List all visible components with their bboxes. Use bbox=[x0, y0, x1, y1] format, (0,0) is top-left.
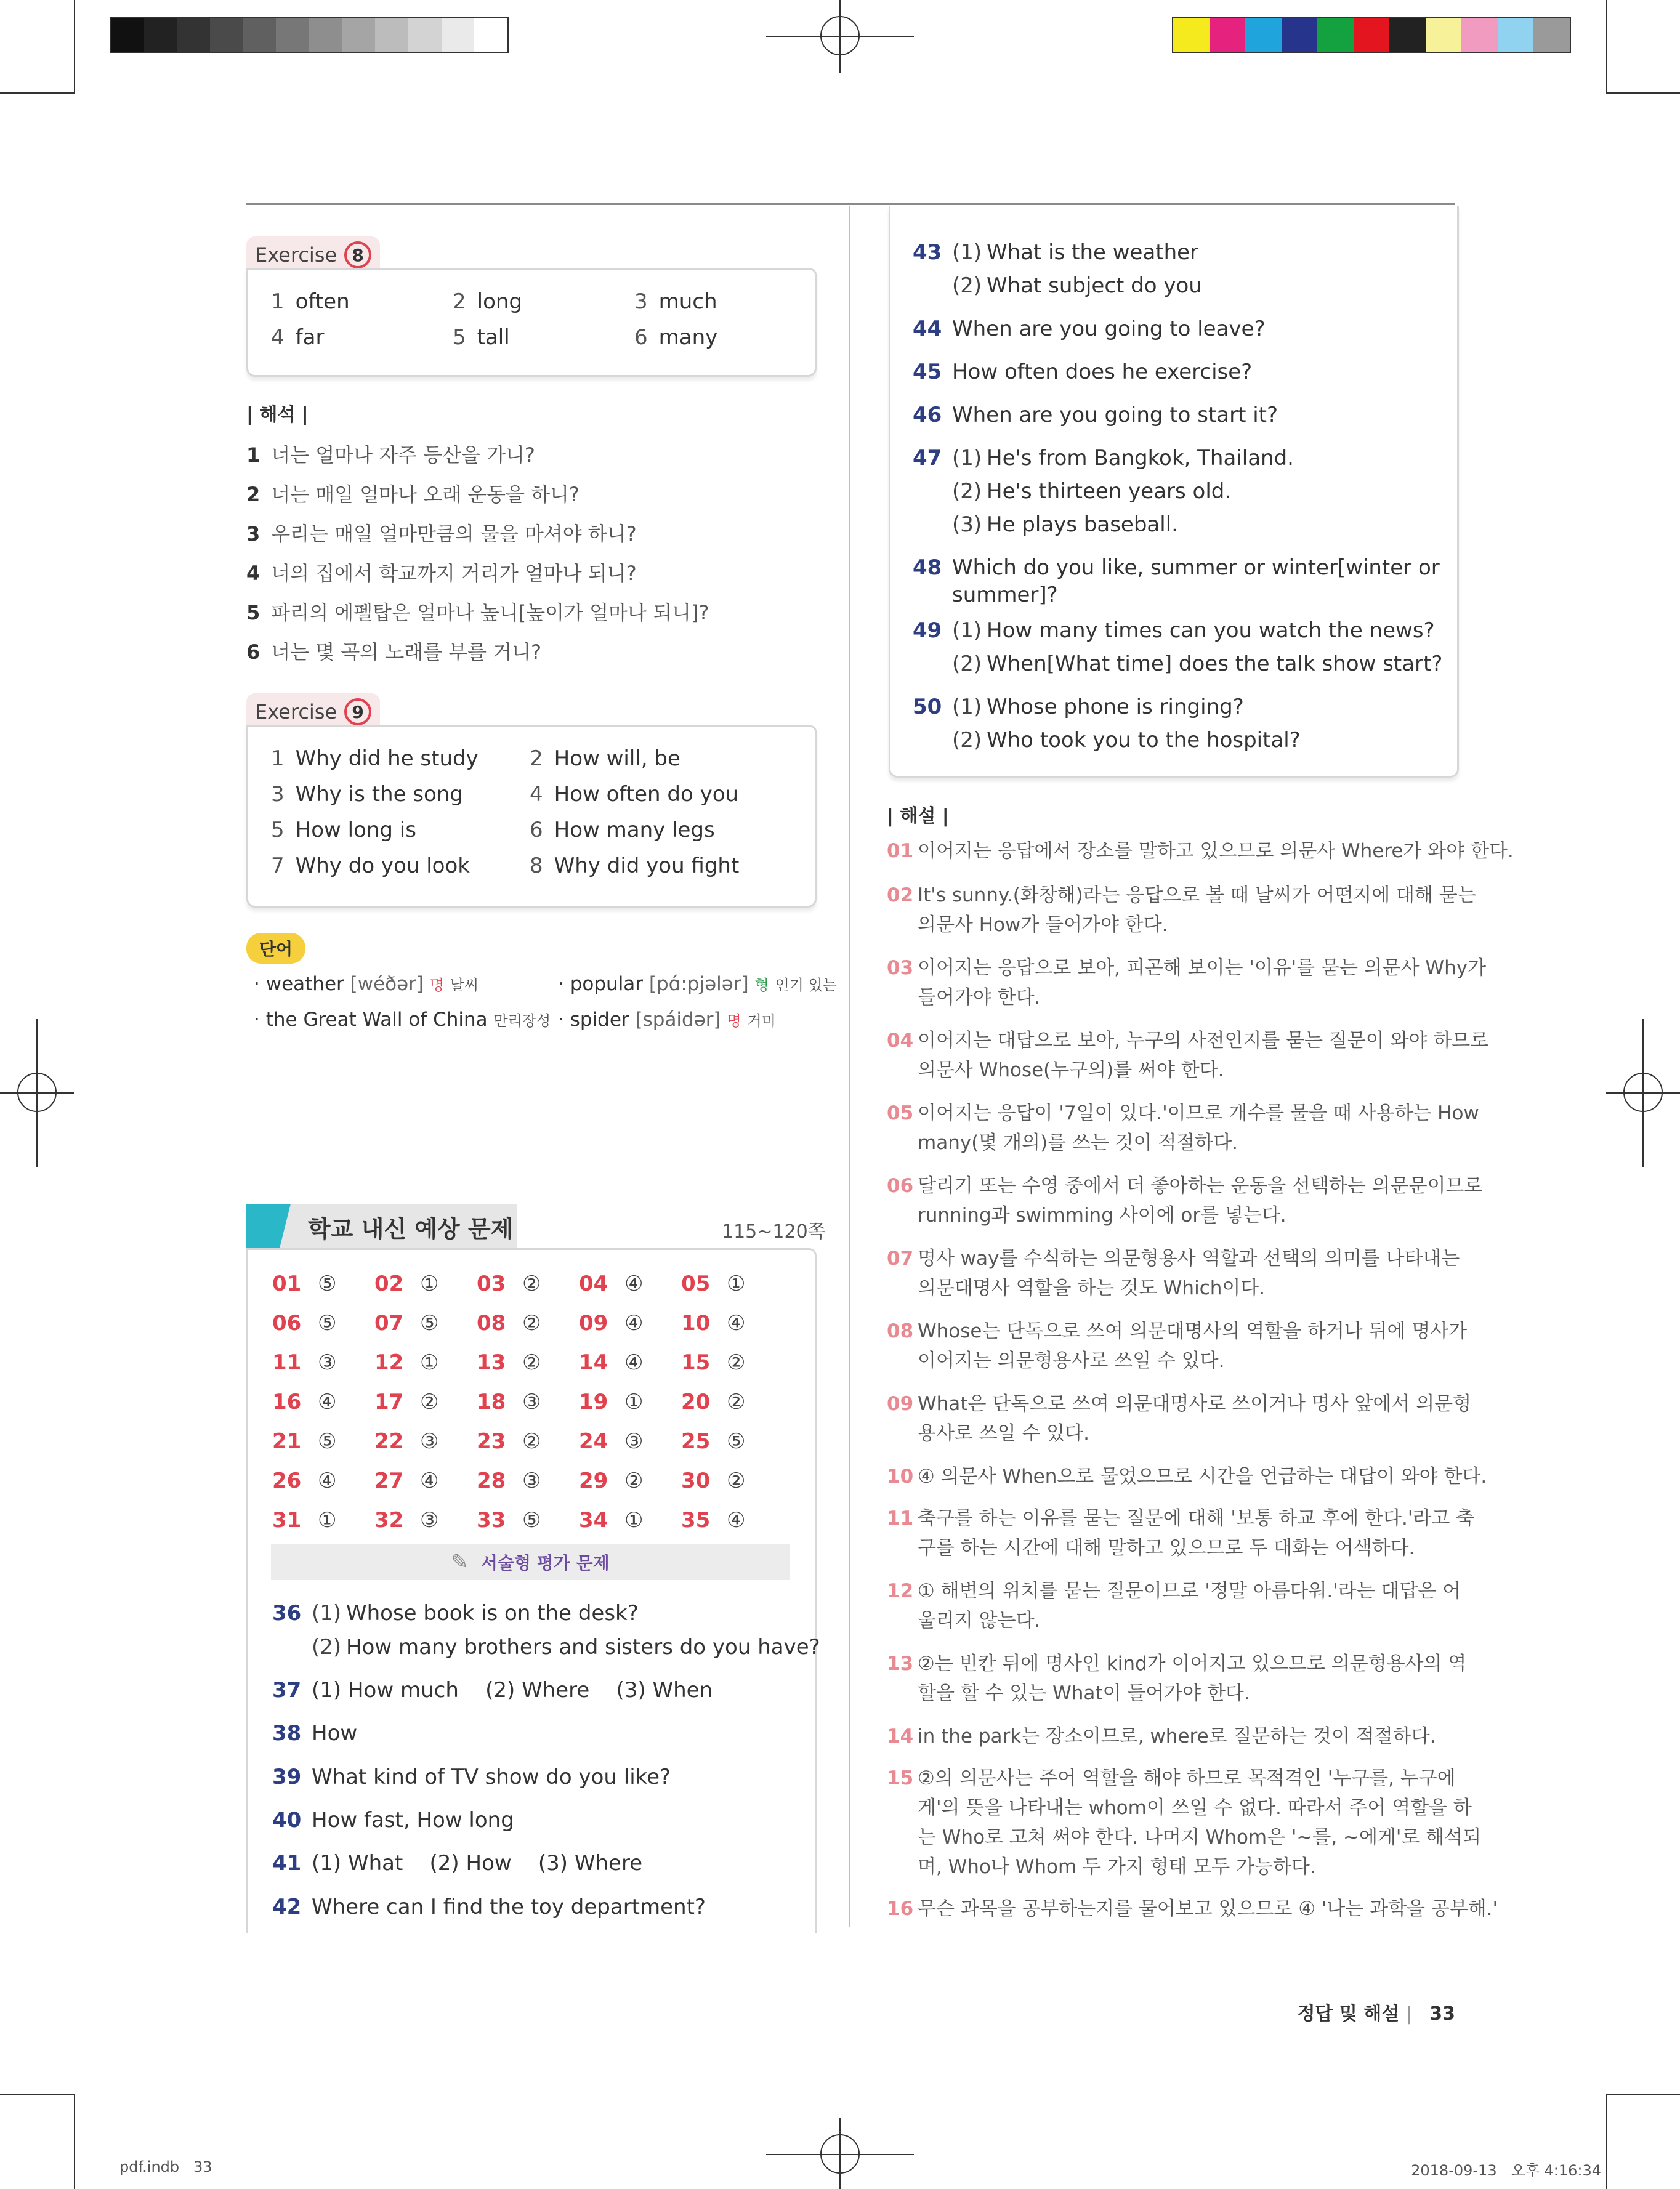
answer-44: 44 When are you going to leave? bbox=[913, 316, 1266, 341]
explanation-item: 11 축구를 하는 이유를 묻는 질문에 대해 '보통 하교 후에 한다.'라고 축 구를 하는 시간에 대해 말하고 있으므로 두 대화는 어색하다. bbox=[887, 1507, 1475, 1559]
print-file-info: pdf.indb 33 bbox=[119, 2158, 212, 2175]
answer-47-3: (3) He plays baseball. bbox=[952, 512, 1178, 537]
explanation-item: 08 Whose는 단독으로 쓰여 의문대명사의 역할을 하거나 뒤에 명사가 이어지는 의문형용사로 쓰일 수 있다. bbox=[887, 1320, 1468, 1372]
answer-cell: 19 ① bbox=[579, 1390, 644, 1414]
subjective-banner bbox=[271, 1544, 790, 1580]
answer-cell: 21 ⑤ bbox=[272, 1429, 337, 1454]
page-range: 115~120쪽 bbox=[722, 1221, 826, 1243]
answer-cell: 29 ② bbox=[579, 1469, 644, 1493]
answer-43: 43 (1) What is the weather bbox=[913, 240, 1199, 265]
translation-line: 6 너는 몇 곡의 노래를 부를 거니? bbox=[246, 640, 542, 664]
answer-cell: 32 ③ bbox=[374, 1508, 439, 1533]
explanation-item: 07 명사 way를 수식하는 의문형용사 역할과 선택의 의미를 나타내는 의문대명사 역할을 하는 것도 Which이다. bbox=[887, 1248, 1460, 1299]
crop-mark bbox=[1606, 92, 1680, 94]
answer-cell: 12 ① bbox=[374, 1350, 439, 1375]
answer-39: 39 What kind of TV show do you like? bbox=[272, 1765, 671, 1789]
translation-line: 5 파리의 에펠탑은 얼마나 높니[높이가 얼마나 되니]? bbox=[246, 601, 709, 624]
registration-line bbox=[36, 1019, 38, 1167]
answer-cell: 11 ③ bbox=[272, 1350, 337, 1375]
answer-cell: 35 ④ bbox=[681, 1508, 746, 1533]
answer-36: 36 (1) Whose book is on the desk? bbox=[272, 1601, 639, 1626]
answer-cell: 34 ① bbox=[579, 1508, 644, 1533]
cmyk-color-bar bbox=[1172, 17, 1571, 53]
exercise-number: 8 bbox=[344, 241, 371, 268]
answer-cell: 26 ④ bbox=[272, 1469, 337, 1493]
answer-cell: 09 ④ bbox=[579, 1311, 644, 1336]
registration-line bbox=[839, 2118, 841, 2189]
answer-item: 5 How long is bbox=[271, 818, 416, 842]
exercise-8-answers bbox=[271, 289, 794, 350]
crop-mark bbox=[74, 0, 75, 94]
answer-cell: 10 ④ bbox=[681, 1311, 746, 1336]
explanation-item: 10 ④ 의문사 When으로 물었으므로 시간을 언급하는 대답이 와야 한다. bbox=[887, 1465, 1487, 1488]
vocab-badge: 단어 bbox=[246, 933, 305, 964]
answer-cell: 16 ④ bbox=[272, 1390, 337, 1414]
header-rule bbox=[246, 203, 1455, 205]
grayscale-color-bar bbox=[110, 17, 509, 53]
subjective-label: 서술형 평가 문제 bbox=[480, 1553, 610, 1573]
vocab-item: · spider [spáidər] 명 거미 bbox=[558, 1009, 776, 1031]
explanation-item: 13 ②는 빈칸 뒤에 명사인 kind가 이어지고 있으므로 의문형용사의 역 할을 할 수 있는 What이 들어가야 한다. bbox=[887, 1653, 1467, 1704]
answer-item: 6 many bbox=[634, 325, 718, 350]
answer-43-2: (2) What subject do you bbox=[952, 273, 1202, 298]
answer-48-cont: summer]? bbox=[952, 583, 1058, 607]
translation-line: 4 너의 집에서 학교까지 거리가 얼마나 되니? bbox=[246, 562, 637, 585]
answer-cell: 13 ② bbox=[477, 1350, 541, 1375]
explanation-item: 03 이어지는 응답으로 보아, 피곤해 보이는 '이유'를 묻는 의문사 Why가 들어가야 한다. bbox=[887, 957, 1487, 1009]
page-number: 33 bbox=[1429, 2003, 1455, 2025]
answer-cell: 03 ② bbox=[477, 1272, 541, 1296]
answer-41: 41 (1) What (2) How (3) Where bbox=[272, 1851, 643, 1876]
explanation-item: 12 ① 해변의 위치를 묻는 질문이므로 '정말 아름다워.'라는 대답은 어 울리지 않는다. bbox=[887, 1580, 1461, 1632]
answer-cell: 30 ② bbox=[681, 1469, 746, 1493]
answer-cell: 27 ④ bbox=[374, 1469, 439, 1493]
vocab-item: · the Great Wall of China 만리장성 bbox=[254, 1009, 551, 1031]
answer-45: 45 How often does he exercise? bbox=[913, 360, 1253, 384]
explanation-item: 06 달리기 또는 수영 중에서 더 좋아하는 운동을 선택하는 의문문이므로 running과 swimming 사이에 or를 넣는다. bbox=[887, 1175, 1483, 1227]
answer-item: 1 often bbox=[271, 289, 350, 314]
footer-label: 정답 및 해설 bbox=[1297, 2003, 1400, 2025]
translation-line: 3 우리는 매일 얼마만큼의 물을 마셔야 하니? bbox=[246, 522, 637, 546]
explanation-item: 16 무슨 과목을 공부하는지를 물어보고 있으므로 ④ '나는 과학을 공부해.' bbox=[887, 1898, 1498, 1920]
answer-cell: 31 ① bbox=[272, 1508, 337, 1533]
answer-cell: 23 ② bbox=[477, 1429, 541, 1454]
exercise-label: Exercise bbox=[255, 700, 337, 724]
exercise-9-answers bbox=[271, 746, 788, 878]
answer-cell: 04 ④ bbox=[579, 1272, 644, 1296]
explanation-header: | 해설 | bbox=[887, 805, 949, 827]
answer-cell: 28 ③ bbox=[477, 1469, 541, 1493]
print-timestamp: 2018-09-13 오후 4:16:34 bbox=[1411, 2162, 1601, 2179]
vocab-item: · popular [pɑ́:pjələr] 형 인기 있는 bbox=[558, 973, 837, 995]
page-footer bbox=[1297, 1998, 1455, 2025]
footer-separator: | bbox=[1405, 2003, 1412, 2025]
crop-mark bbox=[1606, 0, 1607, 94]
answer-item: 8 Why did you fight bbox=[530, 853, 740, 878]
answer-item: 4 far bbox=[271, 325, 325, 350]
answer-49: 49 (1) How many times can you watch the news? bbox=[913, 618, 1435, 643]
answer-47-2: (2) He's thirteen years old. bbox=[952, 479, 1232, 504]
translation-line: 2 너는 매일 얼마나 오래 운동을 하니? bbox=[246, 483, 580, 506]
answer-item: 6 How many legs bbox=[530, 818, 715, 842]
exercise-number: 9 bbox=[344, 698, 371, 725]
explanation-item: 04 이어지는 대답으로 보아, 누구의 사전인지를 묻는 질문이 와야 하므로 의문사 Whose(누구의)를 써야 한다. bbox=[887, 1030, 1489, 1081]
column-divider bbox=[849, 206, 850, 1927]
explanation-item: 01 이어지는 응답에서 장소를 말하고 있으므로 의문사 Where가 와야 한다. bbox=[887, 840, 1514, 862]
translation-header: | 해석 | bbox=[246, 404, 309, 425]
answer-item: 2 long bbox=[453, 289, 523, 314]
answer-cell: 22 ③ bbox=[374, 1429, 439, 1454]
answer-49-2: (2) When[What time] does the talk show start? bbox=[952, 651, 1443, 676]
answer-item: 3 Why is the song bbox=[271, 782, 463, 807]
answer-50: 50 (1) Whose phone is ringing? bbox=[913, 695, 1244, 719]
explanation-item: 02 It's sunny.(화창해)라는 응답으로 볼 때 날씨가 어떤지에 대해 묻는 의문사 How가 들어가야 한다. bbox=[887, 884, 1476, 936]
answer-cell: 25 ⑤ bbox=[681, 1429, 746, 1454]
answer-cell: 24 ③ bbox=[579, 1429, 644, 1454]
answer-cell: 02 ① bbox=[374, 1272, 439, 1296]
answer-cell: 18 ③ bbox=[477, 1390, 541, 1414]
answer-36-2: (2) How many brothers and sisters do you have? bbox=[312, 1635, 820, 1659]
vocab-item: · weather [wéðər] 명 날씨 bbox=[254, 973, 479, 995]
crop-mark bbox=[1606, 2094, 1680, 2095]
explanation-item: 09 What은 단독으로 쓰여 의문대명사로 쓰이거나 명사 앞에서 의문형 용사로 쓰일 수 있다. bbox=[887, 1393, 1472, 1445]
answer-item: 5 tall bbox=[453, 325, 510, 350]
answer-cell: 14 ④ bbox=[579, 1350, 644, 1375]
answer-48: 48 Which do you like, summer or winter[winter or bbox=[913, 555, 1440, 580]
exercise-9-tab bbox=[246, 693, 380, 730]
exercise-label: Exercise bbox=[255, 243, 337, 267]
explanation-item: 05 이어지는 응답이 '7일이 있다.'이므로 개수를 물을 때 사용하는 How many(몇 개의)를 쓰는 것이 적절하다. bbox=[887, 1102, 1479, 1154]
answer-50-2: (2) Who took you to the hospital? bbox=[952, 728, 1301, 752]
answer-grid bbox=[272, 1272, 783, 1533]
crop-mark bbox=[0, 92, 74, 94]
crop-mark bbox=[1606, 2094, 1607, 2189]
translation-line: 1 너는 얼마나 자주 등산을 가니? bbox=[246, 443, 535, 467]
explanation-item: 14 in the park는 장소이므로, where로 질문하는 것이 적절하다. bbox=[887, 1725, 1436, 1748]
answer-item: 1 Why did he study bbox=[271, 746, 479, 771]
registration-line bbox=[1642, 1019, 1644, 1167]
answer-42: 42 Where can I find the toy department? bbox=[272, 1895, 706, 1919]
section-title: 학교 내신 예상 문제 bbox=[308, 1215, 514, 1243]
crop-mark bbox=[74, 2094, 75, 2189]
answer-46: 46 When are you going to start it? bbox=[913, 403, 1278, 427]
answer-item: 3 much bbox=[634, 289, 717, 314]
answer-cell: 08 ② bbox=[477, 1311, 541, 1336]
answer-40: 40 How fast, How long bbox=[272, 1808, 514, 1832]
answer-cell: 05 ① bbox=[681, 1272, 746, 1296]
exercise-8-tab bbox=[246, 236, 380, 273]
answer-cell: 33 ⑤ bbox=[477, 1508, 541, 1533]
answer-47: 47 (1) He's from Bangkok, Thailand. bbox=[913, 446, 1294, 470]
answer-38: 38 How bbox=[272, 1721, 358, 1746]
answer-item: 2 How will, be bbox=[530, 746, 680, 771]
registration-line bbox=[839, 0, 841, 73]
answer-cell: 06 ⑤ bbox=[272, 1311, 337, 1336]
answer-cell: 17 ② bbox=[374, 1390, 439, 1414]
answer-item: 4 How often do you bbox=[530, 782, 739, 807]
answer-cell: 15 ② bbox=[681, 1350, 746, 1375]
pen-icon: ✎ bbox=[451, 1550, 469, 1574]
answer-cell: 01 ⑤ bbox=[272, 1272, 337, 1296]
answer-37: 37 (1) How much (2) Where (3) When bbox=[272, 1678, 713, 1703]
explanation-item: 15 ②의 의문사는 주어 역할을 해야 하므로 목적격인 '누구를, 누구에 게'의 뜻을 나타내는 whom이 쓰일 수 없다. 따라서 주어 역할을 하 는 Who로 고쳐 써야 한다. 나머지 Whom은 '~를, ~에게'로 해석되 며, Who나 Whom 두 가지 형태 모두 가능하다. bbox=[887, 1767, 1482, 1878]
answer-cell: 20 ② bbox=[681, 1390, 746, 1414]
answer-cell: 07 ⑤ bbox=[374, 1311, 439, 1336]
crop-mark bbox=[0, 2094, 74, 2095]
answer-item: 7 Why do you look bbox=[271, 853, 470, 878]
